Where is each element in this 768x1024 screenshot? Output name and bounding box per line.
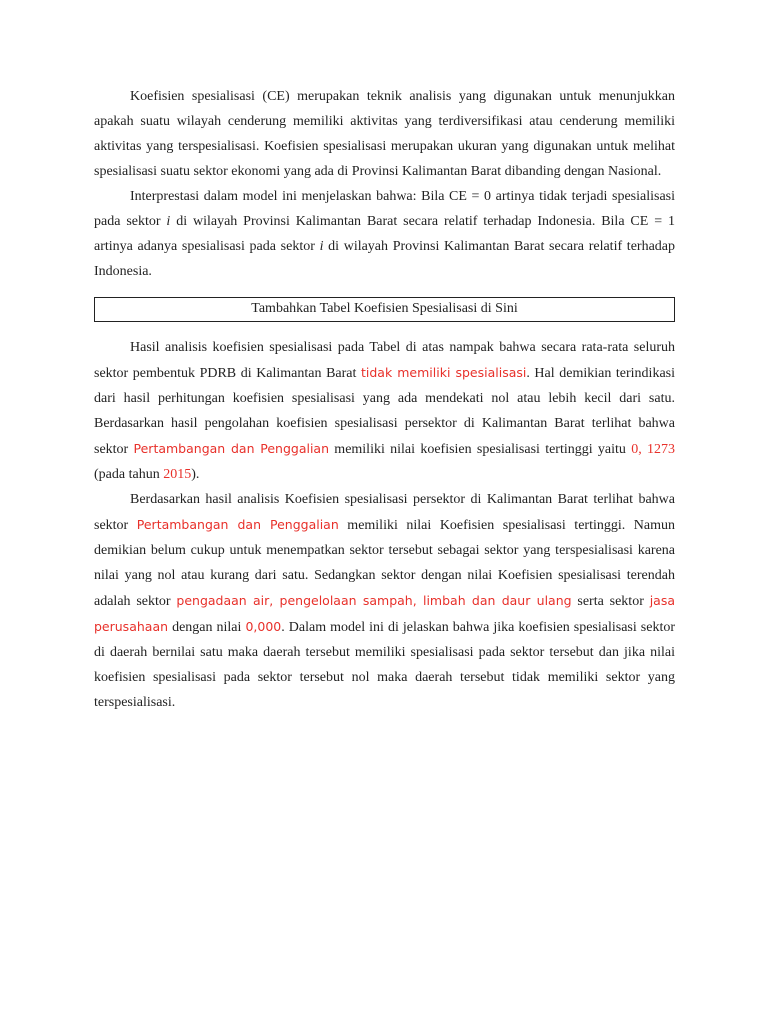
text: dengan nilai <box>168 620 246 635</box>
text: Hasil analisis koefisien spesialisasi pada Tabel di atas nampak bahwa secara rata-rata seluruh sektor pembentuk PDRB di Kalimantan Barat <box>94 340 675 381</box>
text: ). <box>191 467 200 482</box>
highlight-text: tidak memiliki spesialisasi <box>360 365 527 380</box>
text: memiliki nilai koefisien spesialisasi tertinggi yaitu <box>329 442 632 457</box>
text: di wilayah Provinsi Kalimantan Barat secara relatif terhadap Indonesia. Bila CE = 1 artinya adanya spesialisasi pada sektor <box>94 214 675 254</box>
highlight-value: 0,000 <box>245 619 282 634</box>
text: Interprestasi dalam model ini menjelaskan bahwa: Bila CE = 0 artinya tidak terjadi spesialisasi pada sektor <box>94 189 675 229</box>
spacer <box>94 322 675 335</box>
highlight-sector: Pertambangan dan Penggalian <box>136 517 339 532</box>
highlight-value: 0, 1273 <box>631 442 676 457</box>
text: memiliki nilai Koefisien spesialisasi tertinggi. Namun demikian belum cukup untuk menempatkan sektor tersebut sebagai sektor yang terspesialisasi karena nilai yang nol atau kurang dari satu. Sedangkan sektor dengan nilai Koefisien spesialisasi terendah adalah sektor <box>94 518 675 609</box>
paragraph-analysis-result <box>94 335 675 487</box>
table-placeholder-box: Tambahkan Tabel Koefisien Spesialisasi di Sini <box>94 297 675 322</box>
text: Berdasarkan hasil analisis Koefisien spesialisasi persektor di Kalimantan Barat terlihat bahwa sektor <box>94 492 675 533</box>
paragraph-interpretation <box>94 184 675 284</box>
text: (pada tahun <box>94 467 164 482</box>
italic-var: i <box>319 239 324 254</box>
text: di wilayah Provinsi Kalimantan Barat secara relatif terhadap Indonesia. <box>94 239 675 279</box>
highlight-sector: jasa perusahaan <box>94 593 675 634</box>
italic-var: i <box>166 214 171 229</box>
text: serta sektor <box>571 594 650 609</box>
highlight-sector: Pertambangan dan Penggalian <box>133 441 330 456</box>
paragraph-sector-analysis <box>94 487 675 715</box>
paragraph-ce-definition: Koefisien spesialisasi (CE) merupakan teknik analisis yang digunakan untuk menunjukkan apakah suatu wilayah cenderung memiliki aktivitas yang terdiversifikasi atau cenderung memiliki aktivitas yang terspesialisasi. Koefisien spesialisasi merupakan ukuran yang digunakan untuk melihat spesialisasi suatu sektor ekonomi yang ada di Provinsi Kalimantan Barat dibanding dengan Nasional. <box>94 89 675 179</box>
document-body <box>94 84 675 715</box>
text: . Dalam model ini di jelaskan bahwa jika koefisien spesialisasi sektor di daerah bernilai satu maka daerah tersebut memiliki spesialisasi pada sektor tersebut dan jika nilai koefisien spesialisasi pada sektor tersebut nol maka daerah tersebut tidak memiliki sektor yang terspesialisasi. <box>94 620 676 710</box>
spacer <box>94 284 675 297</box>
highlight-sector: pengadaan air, pengelolaan sampah, limbah dan daur ulang <box>176 593 572 608</box>
highlight-year: 2015 <box>163 467 192 482</box>
text: . Hal demikian terindikasi dari hasil perhitungan koefisien spesialisasi yang ada mendekati nol atau lebih kecil dari satu. Berdasarkan hasil pengolahan koefisien spesialisasi persektor di Kalimantan Barat terlihat bahwa sektor <box>94 366 675 457</box>
